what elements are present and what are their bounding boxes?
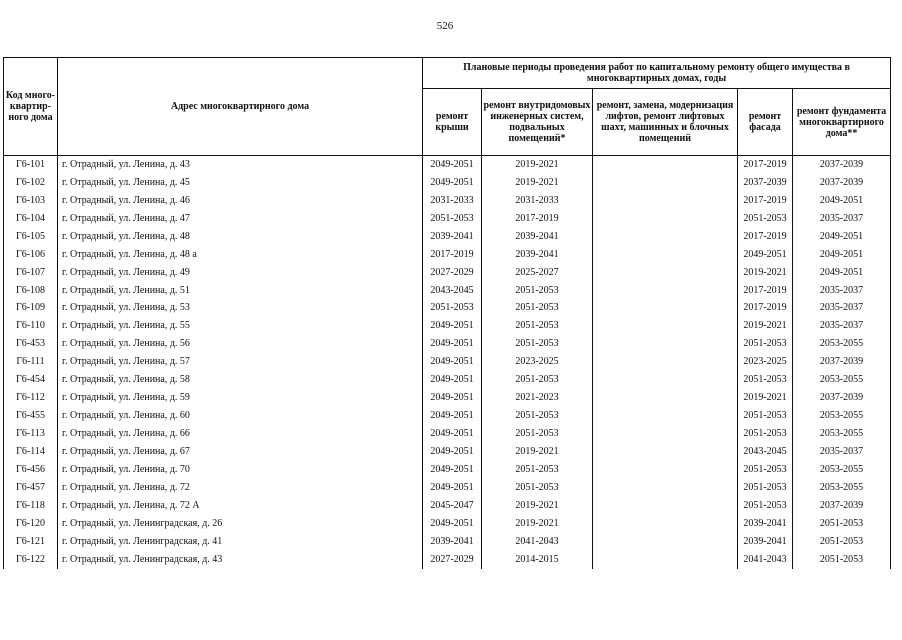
cell-roof: 2049-2051: [423, 461, 482, 479]
cell-elevators: [593, 282, 738, 300]
cell-code: Г6-120: [4, 515, 58, 533]
cell-code: Г6-112: [4, 389, 58, 407]
table-row: [4, 389, 891, 407]
cell-engineering-systems: 2019-2021: [482, 443, 593, 461]
header-elevators: ремонт, замена, модернизация лифтов, ремонт лифтовых шахт, машинных и блочных помещений: [593, 89, 738, 156]
cell-code: Г6-114: [4, 443, 58, 461]
table-row: [4, 515, 891, 533]
cell-engineering-systems: 2051-2053: [482, 282, 593, 300]
cell-elevators: [593, 389, 738, 407]
cell-address: г. Отрадный, ул. Ленина, д. 46: [58, 192, 423, 210]
cell-roof: 2049-2051: [423, 335, 482, 353]
cell-elevators: [593, 371, 738, 389]
cell-roof: 2049-2051: [423, 317, 482, 335]
cell-elevators: [593, 407, 738, 425]
cell-facade: 2017-2019: [738, 228, 793, 246]
cell-foundation: 2053-2055: [793, 479, 891, 497]
cell-engineering-systems: 2051-2053: [482, 479, 593, 497]
cell-address: г. Отрадный, ул. Ленина, д. 57: [58, 353, 423, 371]
cell-facade: 2051-2053: [738, 497, 793, 515]
cell-engineering-systems: 2051-2053: [482, 335, 593, 353]
table-row: [4, 353, 891, 371]
cell-address: г. Отрадный, ул. Ленина, д. 49: [58, 264, 423, 282]
cell-facade: 2017-2019: [738, 282, 793, 300]
cell-engineering-systems: 2021-2023: [482, 389, 593, 407]
cell-code: Г6-118: [4, 497, 58, 515]
cell-code: Г6-454: [4, 371, 58, 389]
cell-facade: 2051-2053: [738, 461, 793, 479]
cell-elevators: [593, 353, 738, 371]
cell-code: Г6-105: [4, 228, 58, 246]
cell-address: г. Отрадный, ул. Ленина, д. 67: [58, 443, 423, 461]
cell-roof: 2051-2053: [423, 300, 482, 318]
cell-facade: 2051-2053: [738, 371, 793, 389]
table-header: [4, 58, 891, 156]
cell-engineering-systems: 2023-2025: [482, 353, 593, 371]
cell-engineering-systems: 2019-2021: [482, 156, 593, 174]
header-foundation: ремонт фундамента многоквартирного дома**: [793, 89, 891, 156]
cell-roof: 2039-2041: [423, 228, 482, 246]
cell-engineering-systems: 2025-2027: [482, 264, 593, 282]
cell-foundation: 2049-2051: [793, 192, 891, 210]
table-row: [4, 228, 891, 246]
cell-roof: 2027-2029: [423, 264, 482, 282]
header-facade: ремонт фасада: [738, 89, 793, 156]
cell-engineering-systems: 2019-2021: [482, 515, 593, 533]
cell-facade: 2051-2053: [738, 479, 793, 497]
cell-code: Г6-121: [4, 533, 58, 551]
cell-foundation: 2049-2051: [793, 246, 891, 264]
cell-engineering-systems: 2041-2043: [482, 533, 593, 551]
cell-facade: 2039-2041: [738, 533, 793, 551]
cell-facade: 2023-2025: [738, 353, 793, 371]
cell-engineering-systems: 2051-2053: [482, 371, 593, 389]
cell-code: Г6-455: [4, 407, 58, 425]
cell-address: г. Отрадный, ул. Ленина, д. 72: [58, 479, 423, 497]
cell-foundation: 2037-2039: [793, 174, 891, 192]
cell-roof: 2049-2051: [423, 389, 482, 407]
cell-elevators: [593, 497, 738, 515]
cell-elevators: [593, 228, 738, 246]
header-roof: ремонт крыши: [423, 89, 482, 156]
table-row: [4, 335, 891, 353]
cell-foundation: 2037-2039: [793, 389, 891, 407]
cell-address: г. Отрадный, ул. Ленина, д. 66: [58, 425, 423, 443]
cell-foundation: 2037-2039: [793, 497, 891, 515]
capital-repair-table: [3, 57, 891, 569]
cell-facade: 2043-2045: [738, 443, 793, 461]
header-address: Адрес многоквартирного дома: [58, 58, 423, 156]
cell-roof: 2049-2051: [423, 479, 482, 497]
cell-engineering-systems: 2031-2033: [482, 192, 593, 210]
cell-roof: 2049-2051: [423, 407, 482, 425]
cell-code: Г6-109: [4, 300, 58, 318]
cell-address: г. Отрадный, ул. Ленина, д. 48: [58, 228, 423, 246]
cell-address: г. Отрадный, ул. Ленина, д. 51: [58, 282, 423, 300]
cell-roof: 2043-2045: [423, 282, 482, 300]
cell-facade: 2039-2041: [738, 515, 793, 533]
cell-engineering-systems: 2051-2053: [482, 300, 593, 318]
cell-foundation: 2053-2055: [793, 335, 891, 353]
cell-roof: 2051-2053: [423, 210, 482, 228]
cell-foundation: 2053-2055: [793, 407, 891, 425]
cell-roof: 2049-2051: [423, 174, 482, 192]
cell-roof: 2039-2041: [423, 533, 482, 551]
cell-code: Г6-456: [4, 461, 58, 479]
header-engineering-systems: ремонт внутридомовых инженерных систем, подвальных помещений*: [482, 89, 593, 156]
header-periods-group: Плановые периоды проведения работ по капитальному ремонту общего имущества в многоквартирных домах, годы: [423, 58, 891, 89]
cell-foundation: 2049-2051: [793, 228, 891, 246]
cell-foundation: 2035-2037: [793, 300, 891, 318]
cell-roof: 2017-2019: [423, 246, 482, 264]
cell-address: г. Отрадный, ул. Ленина, д. 47: [58, 210, 423, 228]
page-number: 526: [436, 20, 454, 32]
cell-elevators: [593, 479, 738, 497]
cell-facade: 2017-2019: [738, 192, 793, 210]
cell-foundation: 2053-2055: [793, 461, 891, 479]
cell-facade: 2041-2043: [738, 551, 793, 569]
table-row: [4, 443, 891, 461]
cell-code: Г6-108: [4, 282, 58, 300]
cell-facade: 2051-2053: [738, 335, 793, 353]
cell-elevators: [593, 443, 738, 461]
cell-code: Г6-111: [4, 353, 58, 371]
table-row: [4, 497, 891, 515]
cell-elevators: [593, 461, 738, 479]
table-row: [4, 156, 891, 174]
cell-code: Г6-101: [4, 156, 58, 174]
cell-address: г. Отрадный, ул. Ленина, д. 55: [58, 317, 423, 335]
cell-address: г. Отрадный, ул. Ленина, д. 43: [58, 156, 423, 174]
cell-elevators: [593, 174, 738, 192]
table-row: [4, 210, 891, 228]
cell-elevators: [593, 246, 738, 264]
table-row: [4, 192, 891, 210]
cell-code: Г6-107: [4, 264, 58, 282]
cell-address: г. Отрадный, ул. Ленина, д. 70: [58, 461, 423, 479]
cell-code: Г6-106: [4, 246, 58, 264]
cell-engineering-systems: 2017-2019: [482, 210, 593, 228]
cell-code: Г6-113: [4, 425, 58, 443]
cell-code: Г6-453: [4, 335, 58, 353]
cell-code: Г6-104: [4, 210, 58, 228]
table-row: [4, 264, 891, 282]
cell-facade: 2017-2019: [738, 156, 793, 174]
cell-elevators: [593, 425, 738, 443]
cell-foundation: 2051-2053: [793, 515, 891, 533]
cell-elevators: [593, 210, 738, 228]
cell-facade: 2051-2053: [738, 210, 793, 228]
cell-foundation: 2049-2051: [793, 264, 891, 282]
cell-roof: 2049-2051: [423, 371, 482, 389]
cell-code: Г6-122: [4, 551, 58, 569]
cell-foundation: 2053-2055: [793, 371, 891, 389]
cell-roof: 2049-2051: [423, 443, 482, 461]
table-row: [4, 461, 891, 479]
cell-code: Г6-103: [4, 192, 58, 210]
cell-facade: 2019-2021: [738, 389, 793, 407]
table-row: [4, 174, 891, 192]
cell-engineering-systems: 2051-2053: [482, 317, 593, 335]
cell-elevators: [593, 551, 738, 569]
cell-engineering-systems: 2019-2021: [482, 497, 593, 515]
cell-engineering-systems: 2039-2041: [482, 246, 593, 264]
cell-engineering-systems: 2051-2053: [482, 461, 593, 479]
header-code: Код много-квартир-ного дома: [4, 58, 58, 156]
cell-foundation: 2051-2053: [793, 551, 891, 569]
cell-roof: 2049-2051: [423, 156, 482, 174]
cell-foundation: 2035-2037: [793, 443, 891, 461]
cell-facade: 2019-2021: [738, 264, 793, 282]
cell-roof: 2031-2033: [423, 192, 482, 210]
cell-address: г. Отрадный, ул. Ленина, д. 72 А: [58, 497, 423, 515]
cell-foundation: 2051-2053: [793, 533, 891, 551]
cell-engineering-systems: 2014-2015: [482, 551, 593, 569]
cell-facade: 2037-2039: [738, 174, 793, 192]
table-row: [4, 533, 891, 551]
cell-foundation: 2035-2037: [793, 282, 891, 300]
cell-foundation: 2035-2037: [793, 317, 891, 335]
table-row: [4, 479, 891, 497]
cell-elevators: [593, 515, 738, 533]
table-row: [4, 246, 891, 264]
table-row: [4, 282, 891, 300]
cell-address: г. Отрадный, ул. Ленина, д. 45: [58, 174, 423, 192]
cell-elevators: [593, 300, 738, 318]
cell-roof: 2049-2051: [423, 353, 482, 371]
table-row: [4, 407, 891, 425]
cell-engineering-systems: 2051-2053: [482, 407, 593, 425]
cell-foundation: 2035-2037: [793, 210, 891, 228]
cell-facade: 2017-2019: [738, 300, 793, 318]
cell-roof: 2045-2047: [423, 497, 482, 515]
table-body: [4, 156, 891, 569]
cell-elevators: [593, 317, 738, 335]
cell-code: Г6-457: [4, 479, 58, 497]
cell-code: Г6-110: [4, 317, 58, 335]
cell-address: г. Отрадный, ул. Ленина, д. 53: [58, 300, 423, 318]
cell-facade: 2051-2053: [738, 425, 793, 443]
cell-facade: 2051-2053: [738, 407, 793, 425]
table-row: [4, 425, 891, 443]
cell-code: Г6-102: [4, 174, 58, 192]
table-row: [4, 300, 891, 318]
table-row: [4, 371, 891, 389]
cell-engineering-systems: 2039-2041: [482, 228, 593, 246]
cell-engineering-systems: 2051-2053: [482, 425, 593, 443]
cell-foundation: 2037-2039: [793, 156, 891, 174]
cell-address: г. Отрадный, ул. Ленина, д. 59: [58, 389, 423, 407]
cell-foundation: 2053-2055: [793, 425, 891, 443]
cell-engineering-systems: 2019-2021: [482, 174, 593, 192]
cell-elevators: [593, 533, 738, 551]
cell-roof: 2049-2051: [423, 425, 482, 443]
table-row: [4, 317, 891, 335]
cell-address: г. Отрадный, ул. Ленина, д. 48 а: [58, 246, 423, 264]
cell-address: г. Отрадный, ул. Ленинградская, д. 41: [58, 533, 423, 551]
cell-facade: 2019-2021: [738, 317, 793, 335]
cell-elevators: [593, 156, 738, 174]
cell-address: г. Отрадный, ул. Ленина, д. 58: [58, 371, 423, 389]
table-row: [4, 551, 891, 569]
cell-elevators: [593, 192, 738, 210]
cell-address: г. Отрадный, ул. Ленина, д. 56: [58, 335, 423, 353]
cell-roof: 2027-2029: [423, 551, 482, 569]
cell-address: г. Отрадный, ул. Ленинградская, д. 43: [58, 551, 423, 569]
cell-address: г. Отрадный, ул. Ленинградская, д. 26: [58, 515, 423, 533]
cell-elevators: [593, 335, 738, 353]
cell-address: г. Отрадный, ул. Ленина, д. 60: [58, 407, 423, 425]
cell-facade: 2049-2051: [738, 246, 793, 264]
cell-foundation: 2037-2039: [793, 353, 891, 371]
cell-roof: 2049-2051: [423, 515, 482, 533]
cell-elevators: [593, 264, 738, 282]
